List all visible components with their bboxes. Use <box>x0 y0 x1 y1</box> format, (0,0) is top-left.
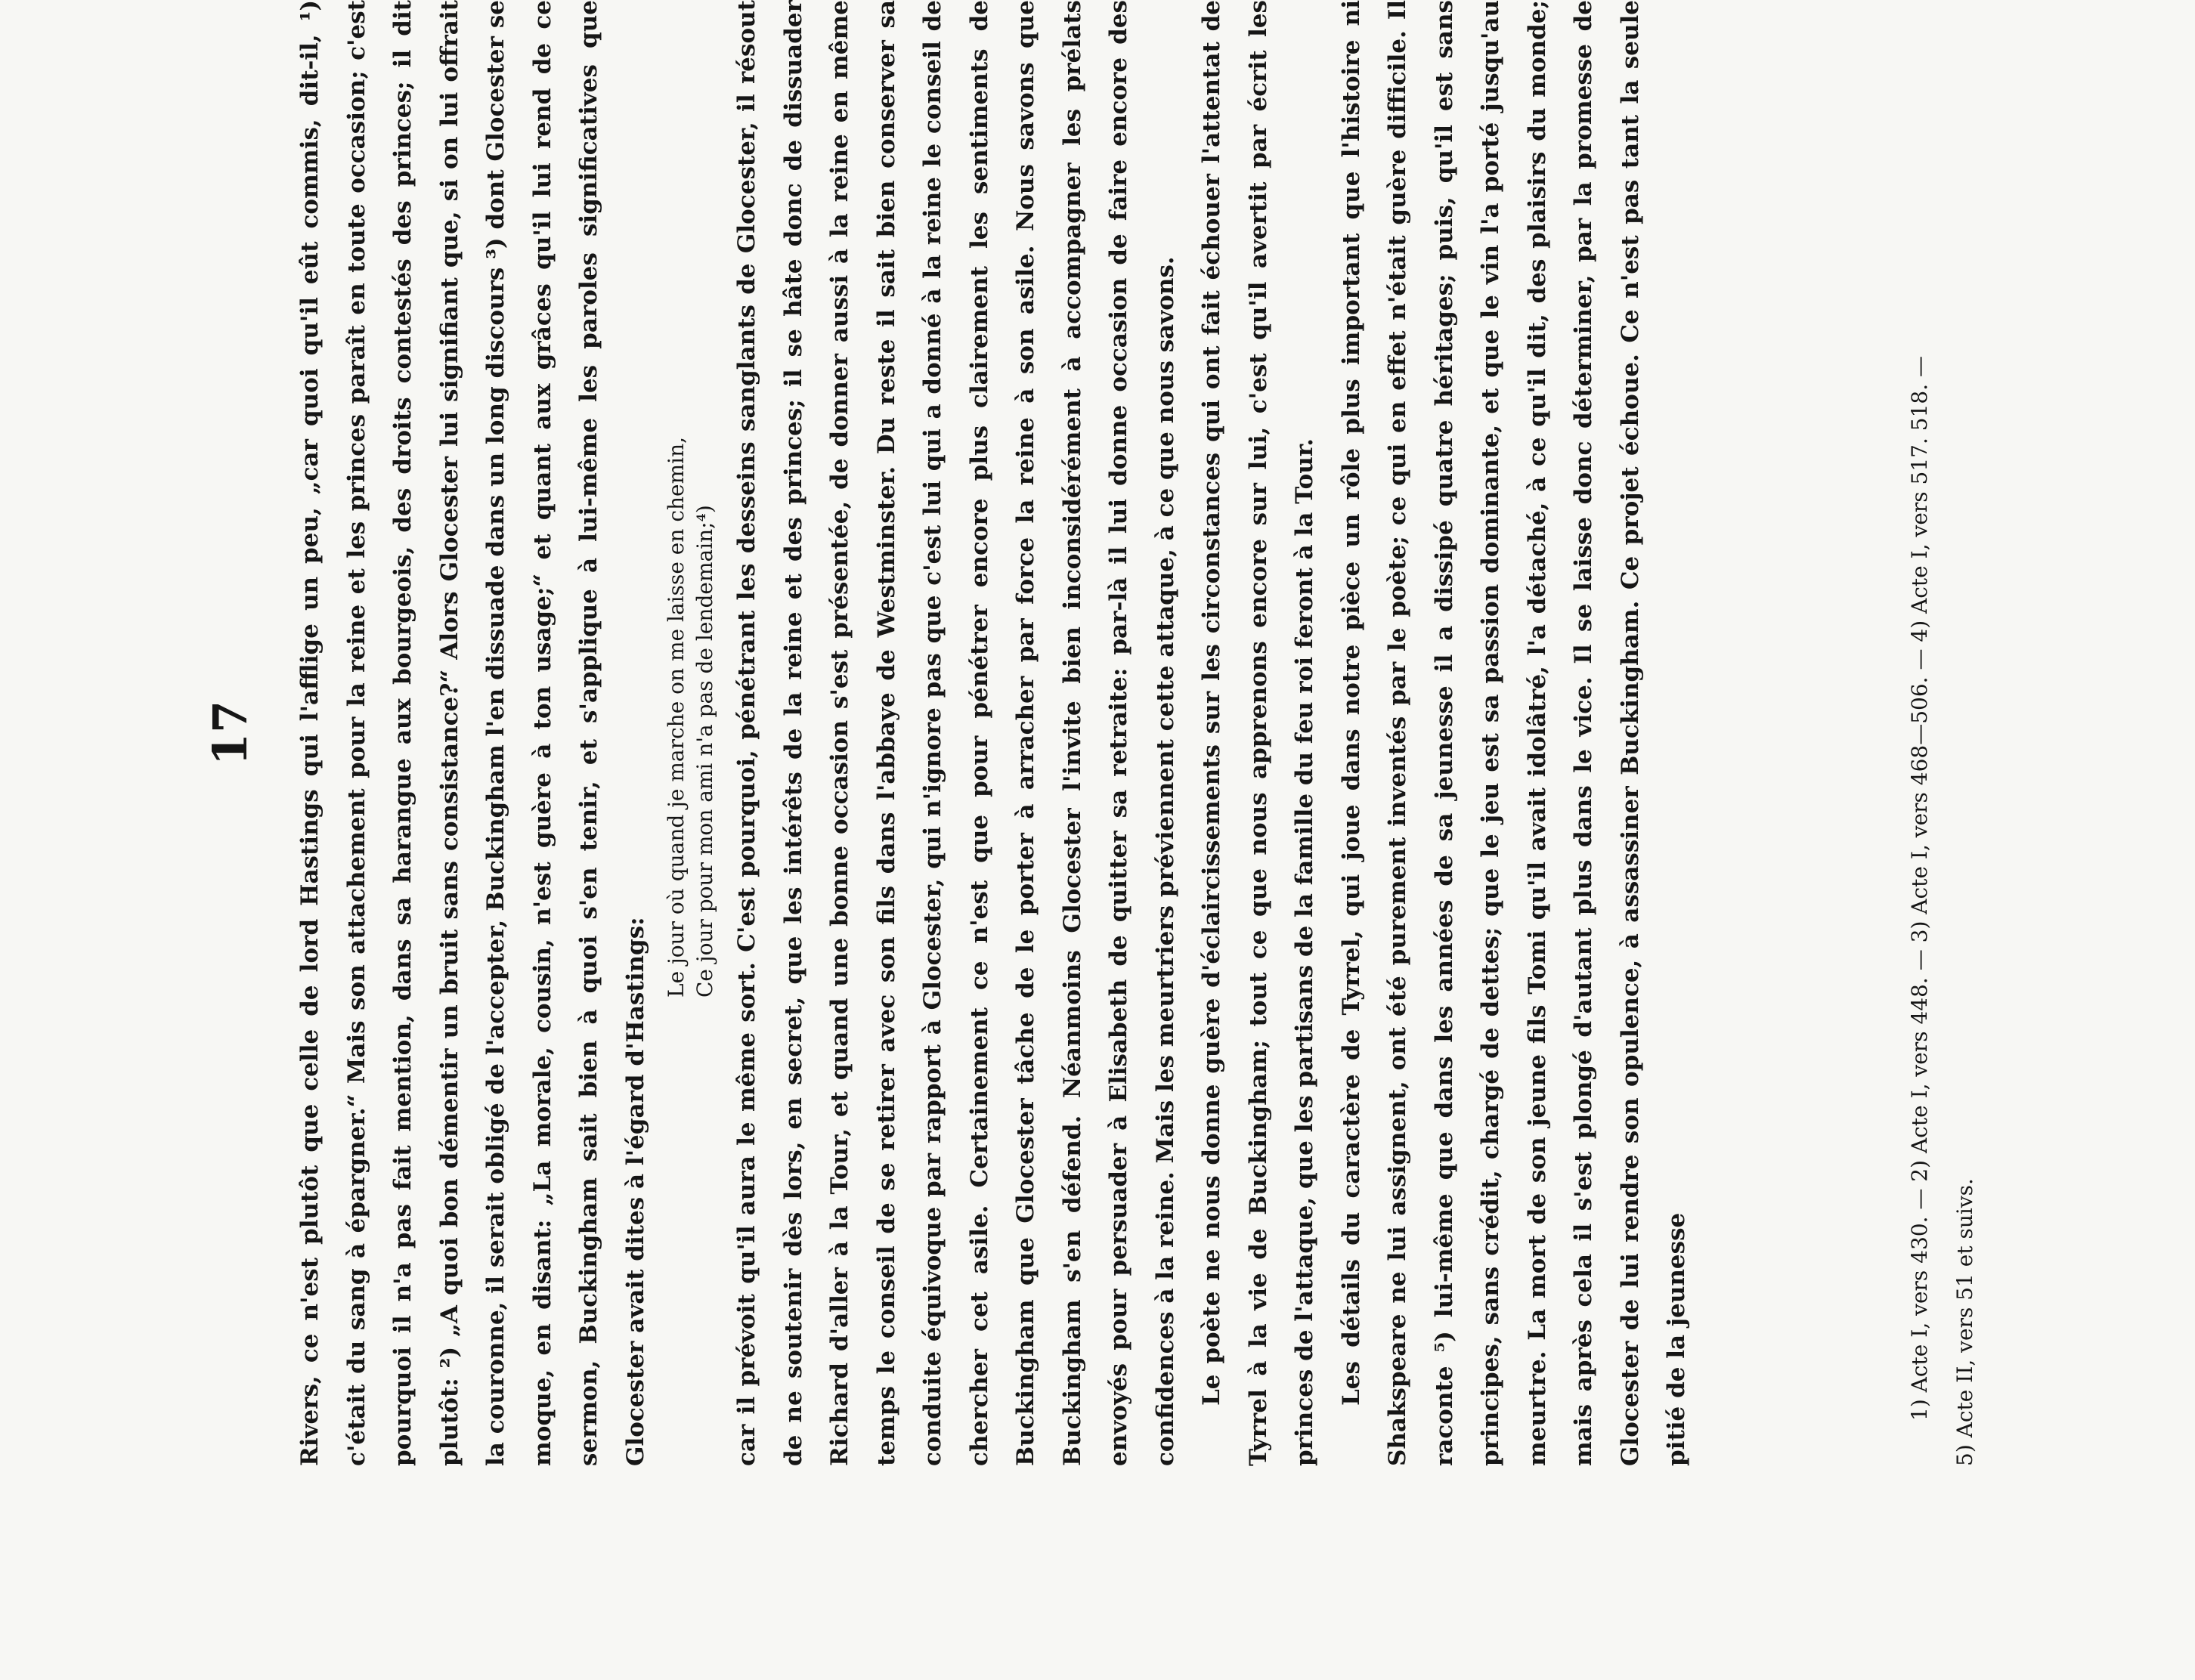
footnote-line-1: 1) Acte I, vers 430. — 2) Acte I, vers 448. — 3) Acte I, vers 468—506. — 4) Acte I, vers 517. 518. — <box>1907 355 1932 1421</box>
body-text <box>287 0 1701 1466</box>
footnotes <box>1897 0 1988 1466</box>
footnote-line-2: 5) Acte II, vers 51 et suivs. <box>1952 1178 1977 1466</box>
paragraph-4: Les détails du caractère de Tyrrel, qui joue dans notre pièce un rôle plus important que l'histoire ni Shakspeare ne lui assignent, ont été purement inventés par le poète; ce qui en effet n'était guère difficile. Il raconte ⁵) lui-même que dans les années de sa jeunesse il a dissipé quatre héritages; puis, qu'il est sans principes, sans crédit, chargé de dettes; que le jeu est sa passion dominante, et que le vin l'a porté jusqu'au meurtre. La mort de son jeune fils Tomi qu'il avait idolâtré, l'a détaché, à ce qu'il dit, des plaisirs du monde; mais après cela il s'est plongé d'autant plus dans le vice. Il se laisse donc déterminer, par la promesse de Glocester de lui rendre son opulence, à assassiner Buckingham. Ce projet échoue. Ce n'est pas tant la seule pitié de la jeunesse <box>1337 0 1690 1466</box>
page-number: 17 <box>203 700 258 766</box>
paragraph-1: Rivers, ce n'est plutôt que celle de lord Hastings qui l'afflige un peu, „car quoi qu'il eût commis, dit-il, ¹) c'était du sang à épargner.“ Mais son attachement pour la reine et les princes paraît en toute occasion; c'est pourquoi il n'a pas fait mention, dans sa harangue aux bourgeois, des droits contestés des princes; il dit plutôt: ²) „A quoi bon démentir un bruit sans consistance?“ Alors Glocester lui signifiant que, si on lui offrait la couronne, il serait obligé de l'accepter, Buckingham l'en dissuade dans un long discours ³) dont Glocester se moque, en disant: „La morale, cousin, n'est guère à ton usage;“ et quant aux grâces qu'il lui rend de ce sermon, Buckingham sait bien à quoi s'en tenir, et s'applique à lui-même les paroles significatives que Glocester avait dites à l'égard d'Hastings: <box>296 0 649 1466</box>
paragraph-3: Le poète ne nous donne guère d'éclaircissements sur les circonstances qui ont fait échouer l'attentat de Tyrrel à la vie de Buckingham; tout ce que nous apprenons encore sur lui, c'est qu'il avertit par écrit les princes de l'attaque, que les partisans de la famille du feu roi feront à la Tour. <box>1198 0 1318 1466</box>
verse-line-1: Le jour où quand je marche on me laisse en chemin, <box>664 436 689 998</box>
verse-quote <box>662 0 720 1466</box>
paragraph-2: car il prévoit qu'il aura le même sort. C'est pourquoi, pénétrant les desseins sanglants de Glocester, il résout de ne soutenir dès lors, en secret, que les intérêts de la reine et des princes; il se hâte donc de dissuader Richard d'aller à la Tour, et quand une bonne occasion s'est présentée, de donner aussi à la reine en même temps le conseil de se retirer avec son fils dans l'abbaye de Westminster. Du reste il sait bien conserver sa conduite équivoque par rapport à Glocester, qui n'ignore pas que c'est lui qui a donné à la reine le conseil de chercher cet asile. Certainement ce n'est que pour pénétrer encore plus clairement les sentiments de Buckingham que Glocester tâche de le porter à arracher par force la reine à son asile. Nous savons que Buckingham s'en défend. Néanmoins Glocester l'invite bien inconsidérément à accompagner les prélats envoyés pour persuader à Elisabeth de quitter sa retraite: par-là il lui donne occasion de faire encore des confidences à la reine. Mais les meurtriers préviennent cette attaque, à ce que nous savons. <box>733 0 1179 1466</box>
verse-line-2: Ce jour pour mon ami n'a pas de lendemain;⁴) <box>692 505 717 998</box>
rotated-printed-sheet <box>204 0 2109 1466</box>
